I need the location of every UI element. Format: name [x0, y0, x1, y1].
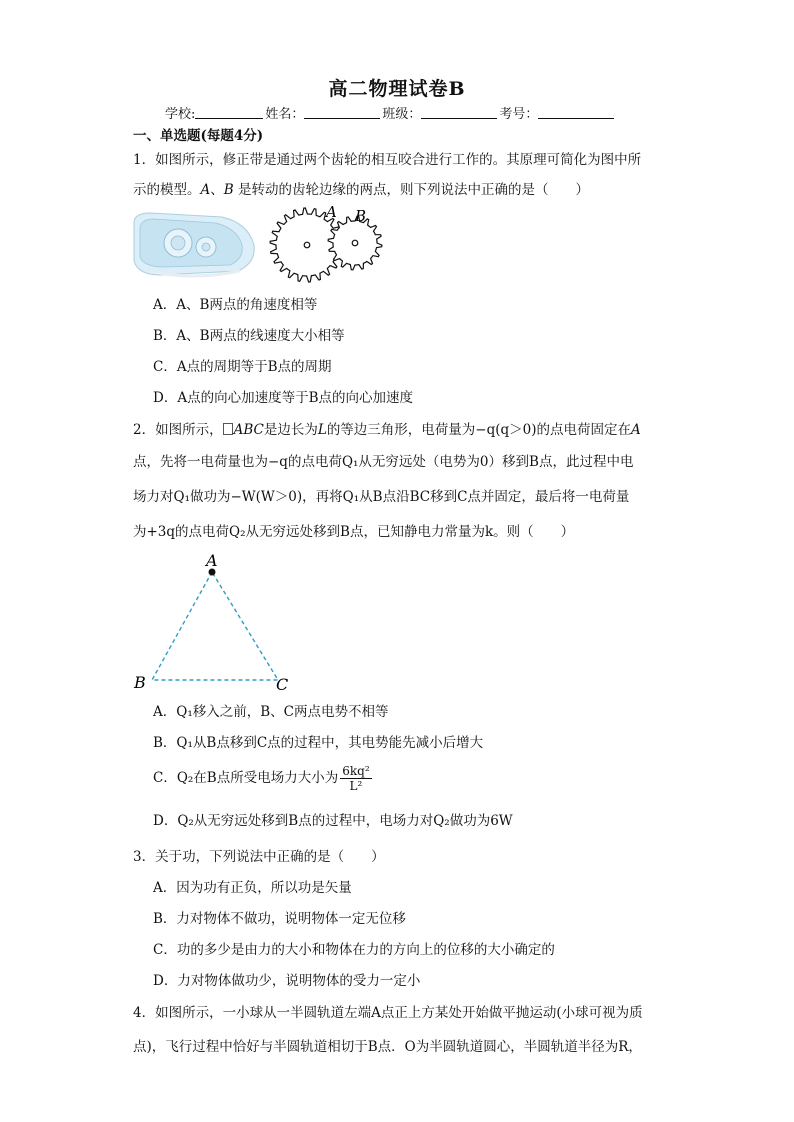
q2-option-c[interactable] [153, 764, 372, 793]
triangle-abc [152, 572, 278, 680]
q2-option-c-fraction [340, 764, 371, 793]
q3-option-b[interactable]: B．力对物体不做功，说明物体一定无位移 [153, 911, 406, 927]
section-heading: 一、单选题(每题4分) [133, 128, 264, 144]
q1-option-d[interactable]: D．A点的向心加速度等于B点的向心加速度 [153, 390, 413, 406]
q4-line1: 4．如图所示，一小球从一半圆轨道左端A点正上方某处开始做平抛运动(小球可视为质 [133, 1005, 643, 1021]
q1-line2-prefix: 示的模型。 [133, 182, 201, 198]
q2-line1-charge: 的等边三角形，电荷量为−q(q＞0)的点电荷固定在 [326, 422, 632, 438]
name-label: 姓名： [265, 107, 305, 122]
fraction-denominator: L² [349, 779, 363, 793]
q2-triangle-figure [130, 548, 300, 696]
q1-figure [130, 205, 390, 285]
class-blank[interactable] [421, 106, 497, 119]
q1-line2: 示的模型。A、B 是转动的齿轮边缘的两点，则下列说法中正确的是（ ） [133, 182, 589, 198]
triangle-symbol-icon [223, 423, 233, 435]
student-info-row [165, 103, 616, 122]
q2-fig-label-c: C [276, 675, 289, 694]
q2-fig-label-a: A [206, 551, 218, 570]
q3-option-a[interactable]: A．因为功有正负，所以功是矢量 [153, 880, 352, 896]
q4-line2: 点)，飞行过程中恰好与半圆轨道相切于B点．O为半圆轨道圆心，半圆轨道半径为R， [133, 1039, 642, 1055]
correction-tape-image [134, 213, 254, 276]
q1-option-c[interactable]: C．A点的周期等于B点的周期 [153, 359, 332, 375]
q2-option-c-text: C．Q₂在B点所受电场力大小为 [153, 770, 339, 786]
q2-side-length: L [317, 422, 327, 438]
q2-option-b[interactable]: B．Q₁从B点移到C点的过程中，其电势能先减小后增大 [153, 735, 484, 751]
q3-stem: 3．关于功，下列说法中正确的是（ ） [133, 849, 385, 865]
q2-line1-point: A [631, 422, 641, 438]
name-blank[interactable] [304, 106, 380, 119]
q3-option-d[interactable]: D．力对物体做功少，说明物体的受力一定小 [153, 973, 421, 989]
q2-line1 [133, 420, 641, 440]
q2-option-a[interactable]: A．Q₁移入之前，B、C两点电势不相等 [153, 704, 389, 720]
q2-line1-prefix: 2．如图所示， [133, 422, 223, 438]
exam-no-blank[interactable] [538, 106, 614, 119]
fraction-numerator: 6kq² [342, 764, 370, 778]
q2-line2: 点，先将一电荷量也为−q的点电荷Q₁从无穷远处（电势为0）移到B点，此过程中电 [133, 454, 634, 470]
q2-triangle-name: ABC [233, 422, 264, 438]
page-title: 高二物理试卷B [328, 78, 466, 100]
q2-line1-mid: 是边长为 [263, 422, 318, 438]
q1-option-a[interactable]: A．A、B两点的角速度相等 [153, 297, 318, 313]
school-blank[interactable] [195, 106, 263, 119]
school-label: 学校: [165, 107, 196, 122]
class-label: 班级： [382, 107, 422, 122]
exam-no-label: 考号： [499, 107, 539, 122]
q1-line1: 1．如图所示，修正带是通过两个齿轮的相互咬合进行工作的。其原理可简化为图中所 [133, 152, 642, 168]
q1-option-b[interactable]: B．A、B两点的线速度大小相等 [153, 328, 345, 344]
q1-fig-label-b: B [355, 207, 367, 225]
q2-line4: 为+3q的点电荷Q₂从无穷远处移到B点，已知静电力常量为k。则（ ） [133, 524, 575, 540]
q2-option-d[interactable]: D．Q₂从无穷远处移到B点的过程中，电场力对Q₂做功为6W [153, 813, 513, 829]
q2-fig-label-b: B [134, 673, 146, 692]
q1-fig-label-a: A [326, 205, 337, 221]
q1-line2-suffix: 是转动的齿轮边缘的两点，则下列说法中正确的是（ ） [237, 182, 589, 198]
q3-option-c[interactable]: C．功的多少是由力的大小和物体在力的方向上的位移的大小确定的 [153, 942, 555, 958]
q2-line3: 场力对Q₁做功为−W(W＞0)，再将Q₁从B点沿BC移到C点并固定，最后将一电荷量 [133, 489, 630, 505]
